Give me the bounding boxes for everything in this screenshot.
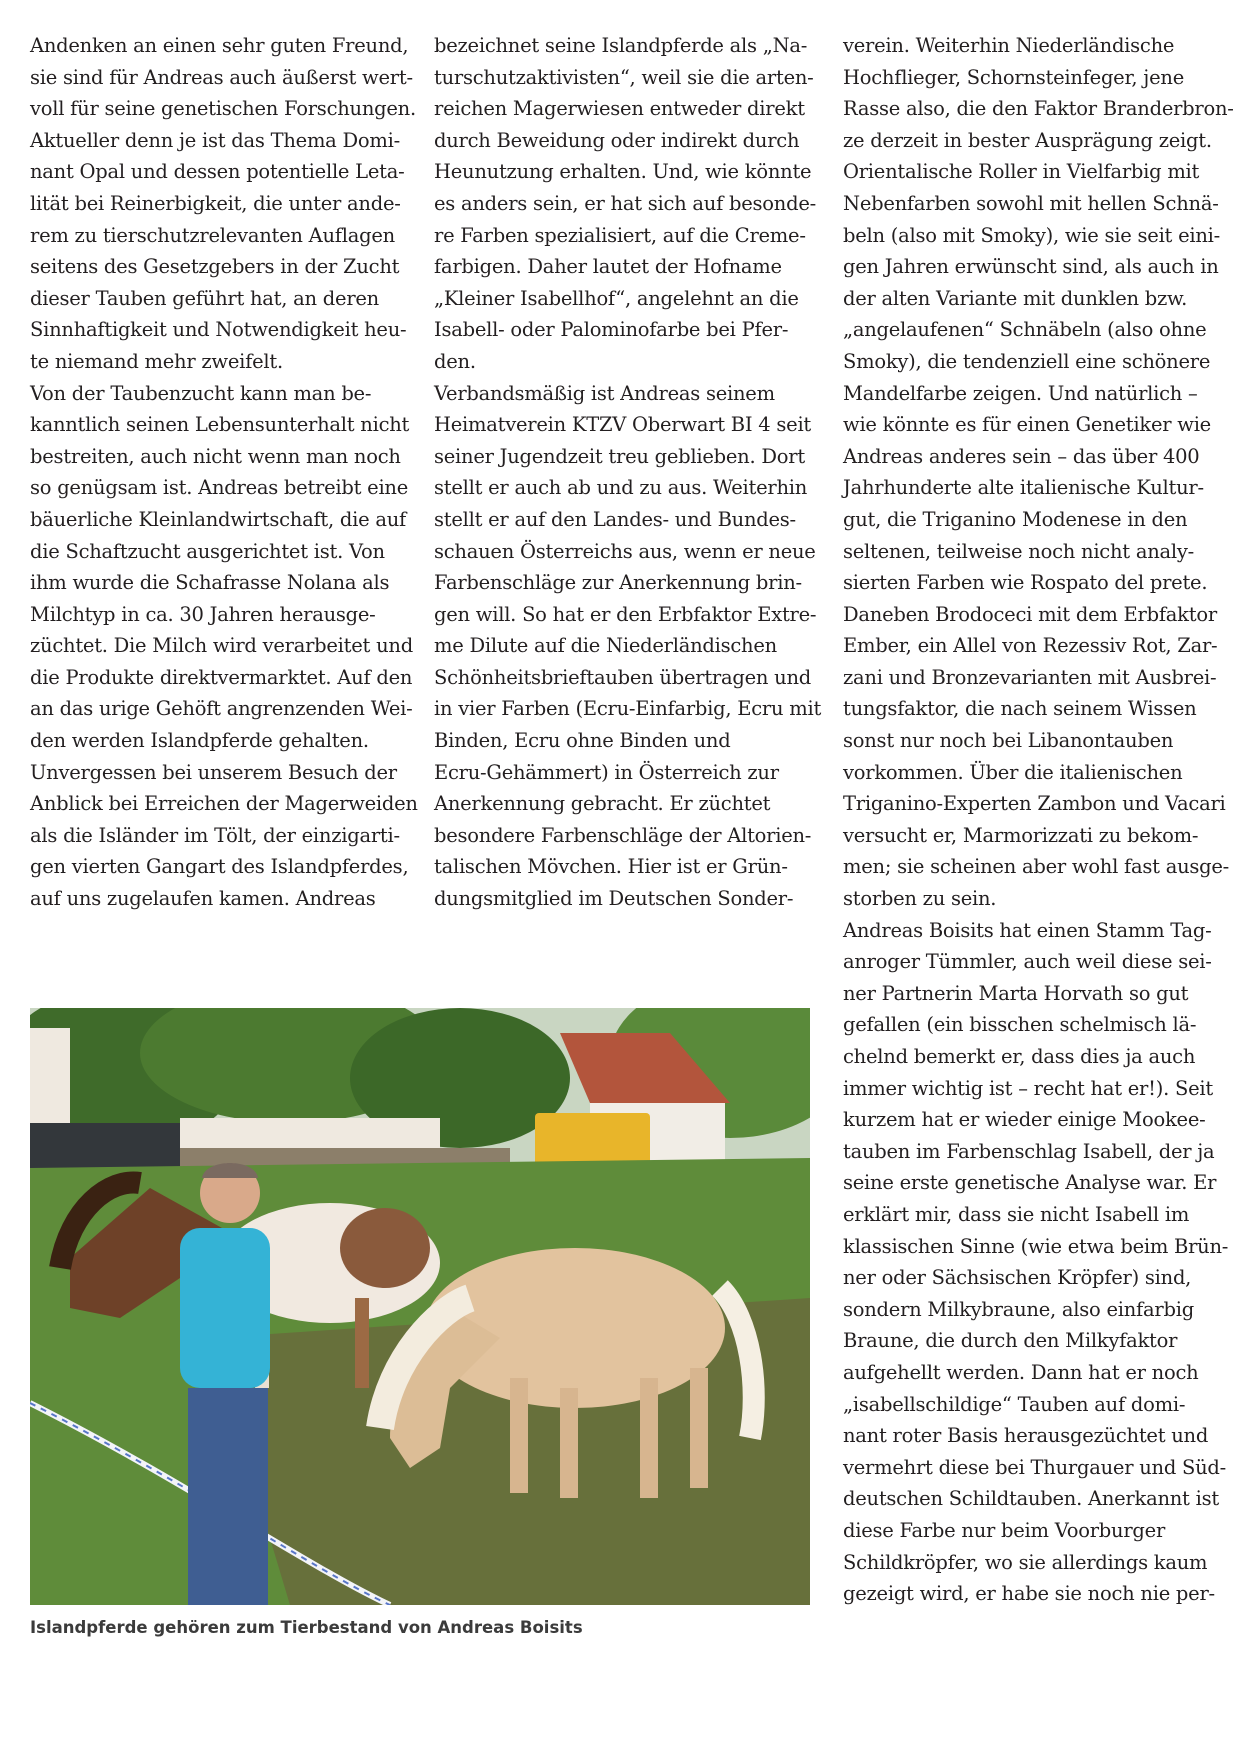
text-line: seiner Jugendzeit treu geblieben. Dort xyxy=(434,444,805,468)
text-line: den. xyxy=(434,349,476,373)
text-line: immer wichtig ist – recht hat er!). Seit xyxy=(843,1076,1213,1100)
text-line: turschutzaktivisten“, weil sie die arten- xyxy=(434,65,814,89)
text-line: lität bei Reinerbigkeit, die unter ande- xyxy=(30,191,401,215)
text-line: dieser Tauben geführt hat, an deren xyxy=(30,286,379,310)
text-line: ze derzeit in bester Ausprägung zeigt. xyxy=(843,128,1212,152)
text-line: stellt er auch ab und zu aus. Weiterhin xyxy=(434,476,808,500)
text-line: storben zu sein. xyxy=(843,887,997,911)
photo-caption: Islandpferde gehören zum Tierbestand von Andreas Boisits xyxy=(30,1618,583,1637)
horses-photo xyxy=(30,1008,810,1605)
text-line: stellt er auf den Landes- und Bundes- xyxy=(434,507,796,531)
text-line: der alten Variante mit dunklen bzw. xyxy=(843,286,1188,310)
text-line: Schönheitsbrieftauben übertragen und xyxy=(434,665,811,689)
text-line: als die Isländer im Tölt, der einzigarti- xyxy=(30,823,400,847)
text-line: gen Jahren erwünscht sind, als auch in xyxy=(843,255,1219,279)
text-line: „isabellschildige“ Tauben auf domi- xyxy=(843,1392,1186,1416)
text-line: es anders sein, er hat sich auf besonde- xyxy=(434,191,816,215)
text-line: talischen Mövchen. Hier ist er Grün- xyxy=(434,855,788,879)
text-line: Sinnhaftigkeit und Notwendigkeit heu- xyxy=(30,318,407,342)
text-line: Ember, ein Allel von Rezessiv Rot, Zar- xyxy=(843,634,1218,658)
text-line: diese Farbe nur beim Voorburger xyxy=(843,1518,1166,1542)
text-line: kurzem hat er wieder einige Mookee- xyxy=(843,1108,1206,1132)
text-line: besondere Farbenschläge der Altorien- xyxy=(434,823,812,847)
text-line: Heimatverein KTZV Oberwart BI 4 seit xyxy=(434,413,812,437)
text-line: schauen Österreichs aus, wenn er neue xyxy=(434,539,816,563)
text-line: züchtet. Die Milch wird verarbeitet und xyxy=(30,634,413,658)
text-line: vermehrt diese bei Thurgauer und Süd- xyxy=(843,1455,1226,1479)
text-line: sondern Milkybraune, also einfarbig xyxy=(843,1297,1194,1321)
article-column-2 xyxy=(434,30,822,915)
text-line: aufgehellt werden. Dann hat er noch xyxy=(843,1360,1199,1384)
text-line: Mandelfarbe zeigen. Und natürlich – xyxy=(843,381,1198,405)
text-line: vorkommen. Über die italienischen xyxy=(843,760,1183,784)
text-line: versucht er, Marmorizzati zu bekom- xyxy=(843,823,1199,847)
text-line: Milchtyp in ca. 30 Jahren herausge- xyxy=(30,602,376,626)
text-line: wie könnte es für einen Genetiker wie xyxy=(843,413,1211,437)
text-line: tauben im Farbenschlag Isabell, der ja xyxy=(843,1139,1215,1163)
text-line: Hochflieger, Schornsteinfeger, jene xyxy=(843,65,1184,89)
text-line: verein. Weiterhin Niederländische xyxy=(843,34,1175,57)
text-line: klassischen Sinne (wie etwa beim Brün- xyxy=(843,1234,1229,1258)
text-line: Braune, die durch den Milkyfaktor xyxy=(843,1329,1178,1353)
text-line: chelnd bemerkt er, dass dies ja auch xyxy=(843,1045,1196,1068)
text-line: gen vierten Gangart des Islandpferdes, xyxy=(30,855,409,879)
text-line: gezeigt wird, er habe sie noch nie per- xyxy=(843,1582,1215,1606)
text-line: farbigen. Daher lautet der Hofname xyxy=(434,255,782,279)
article-column-3 xyxy=(843,30,1234,1610)
text-line: deutschen Schildtauben. Anerkannt ist xyxy=(843,1487,1219,1511)
text-line: so genügsam ist. Andreas betreibt eine xyxy=(30,476,409,500)
text-line: Anblick bei Erreichen der Magerweiden xyxy=(30,792,418,816)
text-line: gen will. So hat er den Erbfaktor Extre- xyxy=(434,602,817,626)
text-line: in vier Farben (Ecru-Einfarbig, Ecru mit xyxy=(434,697,822,721)
text-line: Orientalische Roller in Vielfarbig mit xyxy=(843,160,1200,184)
text-line: Anerkennung gebracht. Er züchtet xyxy=(434,792,771,816)
text-line: Schildkröpfer, wo sie allerdings kaum xyxy=(843,1550,1208,1574)
text-line: ner Partnerin Marta Horvath so gut xyxy=(843,981,1189,1005)
text-line: an das urige Gehöft angrenzenden Wei- xyxy=(30,697,413,721)
text-line: die Produkte direktvermarktet. Auf den xyxy=(30,665,413,689)
text-line: den werden Islandpferde gehalten. xyxy=(30,729,369,753)
text-line: kanntlich seinen Lebensunterhalt nicht xyxy=(30,413,410,437)
text-line: Andenken an einen sehr guten Freund, xyxy=(30,34,409,57)
text-line: anroger Tümmler, auch weil diese sei- xyxy=(843,950,1212,974)
text-line: men; sie scheinen aber wohl fast ausge- xyxy=(843,855,1229,879)
text-line: Andreas Boisits hat einen Stamm Tag- xyxy=(843,918,1212,942)
text-line: Triganino-Experten Zambon und Vacari xyxy=(843,792,1226,816)
text-line: „angelaufenen“ Schnäbeln (also ohne xyxy=(843,318,1207,342)
text-line: nant roter Basis herausgezüchtet und xyxy=(843,1424,1209,1448)
text-line: Von der Taubenzucht kann man be- xyxy=(30,381,372,405)
text-line: „Kleiner Isabellhof“, angelehnt an die xyxy=(434,286,799,310)
text-line: erklärt mir, dass sie nicht Isabell im xyxy=(843,1202,1190,1226)
text-line: Ecru-Gehämmert) in Österreich zur xyxy=(434,760,779,784)
text-line: nant Opal und dessen potentielle Leta- xyxy=(30,160,405,184)
text-line: gut, die Triganino Modenese in den xyxy=(843,507,1188,531)
text-line: Binden, Ecru ohne Binden und xyxy=(434,729,731,753)
text-line: me Dilute auf die Niederländischen xyxy=(434,634,777,658)
text-line: Rasse also, die den Faktor Branderbron- xyxy=(843,97,1234,121)
text-line: Aktueller denn je ist das Thema Domi- xyxy=(30,128,400,152)
text-line: seitens des Gesetzgebers in der Zucht xyxy=(30,255,400,279)
text-line: auf uns zugelaufen kamen. Andreas xyxy=(30,887,376,911)
text-line: bäuerliche Kleinlandwirtschaft, die auf xyxy=(30,507,407,531)
text-line: die Schaftzucht ausgerichtet ist. Von xyxy=(30,539,385,563)
text-line: seltenen, teilweise noch nicht analy- xyxy=(843,539,1194,563)
text-line: Unvergessen bei unserem Besuch der xyxy=(30,760,397,784)
text-line: Isabell- oder Palominofarbe bei Pfer- xyxy=(434,318,789,342)
text-line: rem zu tierschutzrelevanten Auflagen xyxy=(30,223,395,247)
text-line: durch Beweidung oder indirekt durch xyxy=(434,128,800,152)
text-line: Smoky), die tendenziell eine schönere xyxy=(843,349,1211,373)
text-line: dungsmitglied im Deutschen Sonder- xyxy=(434,887,794,911)
text-line: ner oder Sächsischen Kröpfer) sind, xyxy=(843,1266,1192,1290)
text-line: Nebenfarben sowohl mit hellen Schnä- xyxy=(843,191,1219,215)
text-line: Heunutzung erhalten. Und, wie könnte xyxy=(434,160,812,184)
text-line: ihm wurde die Schafrasse Nolana als xyxy=(30,571,390,595)
article-column-1 xyxy=(30,30,418,915)
text-line: reichen Magerwiesen entweder direkt xyxy=(434,97,805,121)
text-line: sie sind für Andreas auch äußerst wert- xyxy=(30,65,413,89)
text-line: sonst nur noch bei Libanontauben xyxy=(843,729,1174,753)
text-line: Andreas anderes sein – das über 400 xyxy=(843,444,1200,468)
text-line: voll für seine genetischen Forschungen. xyxy=(30,97,416,121)
text-line: seine erste genetische Analyse war. Er xyxy=(843,1171,1217,1195)
text-line: re Farben spezialisiert, auf die Creme- xyxy=(434,223,806,247)
text-line: bezeichnet seine Islandpferde als „Na- xyxy=(434,34,808,57)
text-line: Farbenschläge zur Anerkennung brin- xyxy=(434,571,802,595)
text-line: zani und Bronzevarianten mit Ausbrei- xyxy=(843,665,1217,689)
text-line: Jahrhunderte alte italienische Kultur- xyxy=(843,476,1204,500)
text-line: te niemand mehr zweifelt. xyxy=(30,349,283,373)
text-line: Verbandsmäßig ist Andreas seinem xyxy=(434,381,775,405)
text-line: bestreiten, auch nicht wenn man noch xyxy=(30,444,401,468)
text-line: beln (also mit Smoky), wie sie seit eini- xyxy=(843,223,1220,247)
text-line: tungsfaktor, die nach seinem Wissen xyxy=(843,697,1197,721)
text-line: Daneben Brodoceci mit dem Erbfaktor xyxy=(843,602,1217,626)
text-line: gefallen (ein bisschen schelmisch lä- xyxy=(843,1013,1197,1037)
text-line: sierten Farben wie Rospato del prete. xyxy=(843,571,1208,595)
